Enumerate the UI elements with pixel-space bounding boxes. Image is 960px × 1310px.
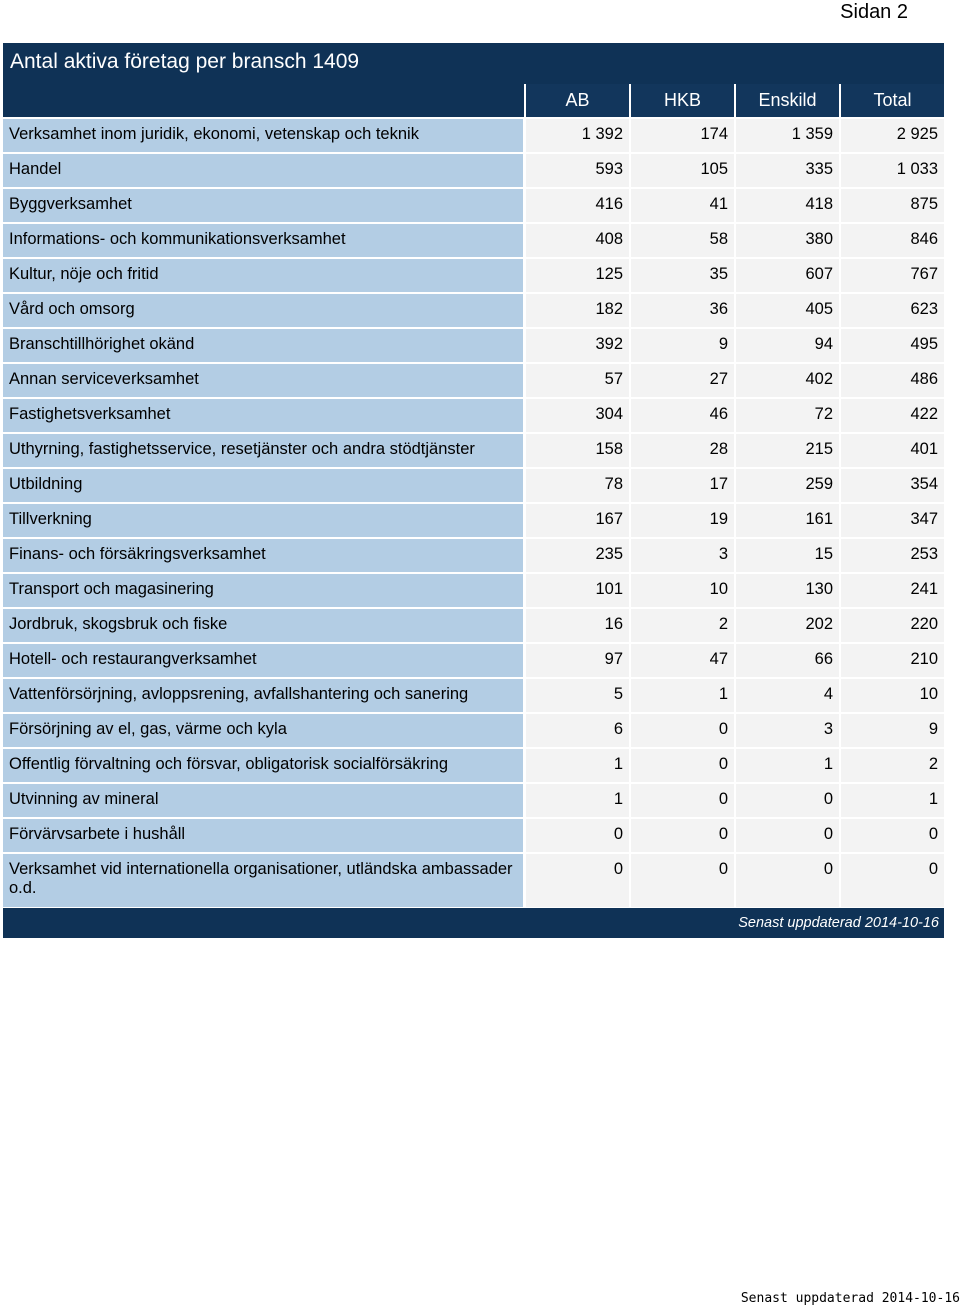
ab-value-cell: 0 (526, 854, 629, 907)
hkb-value-cell: 9 (631, 329, 734, 362)
industry-name-cell: Byggverksamhet (3, 189, 523, 222)
hkb-value-cell: 41 (631, 189, 734, 222)
total-value-cell: 354 (841, 469, 944, 502)
enskild-value-cell: 335 (736, 154, 839, 187)
table-row (3, 537, 944, 572)
table-row (3, 712, 944, 747)
table-row (3, 747, 944, 782)
total-value-cell: 0 (841, 854, 944, 907)
total-value-cell: 253 (841, 539, 944, 572)
ab-value-cell: 1 (526, 749, 629, 782)
enskild-value-cell: 130 (736, 574, 839, 607)
industry-name-cell: Vattenförsörjning, avloppsrening, avfallshantering och sanering (3, 679, 523, 712)
hkb-value-cell: 0 (631, 714, 734, 747)
hkb-value-cell: 58 (631, 224, 734, 257)
table-row (3, 432, 944, 467)
industry-name-cell: Offentlig förvaltning och försvar, obligatorisk socialförsäkring (3, 749, 523, 782)
total-value-cell: 767 (841, 259, 944, 292)
page-number-label: Sidan 2 (840, 1, 908, 23)
industry-name-cell: Jordbruk, skogsbruk och fiske (3, 609, 523, 642)
industry-name-cell: Transport och magasinering (3, 574, 523, 607)
ab-value-cell: 304 (526, 399, 629, 432)
ab-value-cell: 97 (526, 644, 629, 677)
total-value-cell: 220 (841, 609, 944, 642)
ab-value-cell: 16 (526, 609, 629, 642)
table-row (3, 362, 944, 397)
industry-name-cell: Försörjning av el, gas, värme och kyla (3, 714, 523, 747)
industry-name-cell: Utvinning av mineral (3, 784, 523, 817)
table-row (3, 292, 944, 327)
industry-name-cell: Handel (3, 154, 523, 187)
table-row (3, 607, 944, 642)
enskild-value-cell: 3 (736, 714, 839, 747)
ab-value-cell: 593 (526, 154, 629, 187)
total-value-cell: 401 (841, 434, 944, 467)
table-row (3, 642, 944, 677)
ab-value-cell: 78 (526, 469, 629, 502)
enskild-value-cell: 72 (736, 399, 839, 432)
industry-name-cell: Finans- och försäkringsverksamhet (3, 539, 523, 572)
total-value-cell: 495 (841, 329, 944, 362)
table-row (3, 572, 944, 607)
column-header-hkb: HKB (629, 84, 734, 117)
table-row (3, 327, 944, 362)
total-value-cell: 486 (841, 364, 944, 397)
total-value-cell: 1 033 (841, 154, 944, 187)
total-value-cell: 875 (841, 189, 944, 222)
hkb-value-cell: 10 (631, 574, 734, 607)
hkb-value-cell: 35 (631, 259, 734, 292)
enskild-value-cell: 0 (736, 854, 839, 907)
ab-value-cell: 235 (526, 539, 629, 572)
table-row (3, 677, 944, 712)
column-header-total: Total (839, 84, 944, 117)
total-value-cell: 1 (841, 784, 944, 817)
industry-name-cell: Vård och omsorg (3, 294, 523, 327)
total-value-cell: 210 (841, 644, 944, 677)
total-value-cell: 623 (841, 294, 944, 327)
ab-value-cell: 57 (526, 364, 629, 397)
hkb-value-cell: 174 (631, 119, 734, 152)
ab-value-cell: 0 (526, 819, 629, 852)
enskild-value-cell: 418 (736, 189, 839, 222)
industry-name-cell: Hotell- och restaurangverksamhet (3, 644, 523, 677)
ab-value-cell: 5 (526, 679, 629, 712)
ab-value-cell: 6 (526, 714, 629, 747)
industry-name-cell: Verksamhet vid internationella organisationer, utländska ambassader o.d. (3, 854, 523, 907)
table-row (3, 817, 944, 852)
enskild-value-cell: 405 (736, 294, 839, 327)
industry-name-cell: Fastighetsverksamhet (3, 399, 523, 432)
table-row (3, 502, 944, 537)
ab-value-cell: 1 392 (526, 119, 629, 152)
enskild-value-cell: 380 (736, 224, 839, 257)
table-row (3, 117, 944, 152)
enskild-value-cell: 66 (736, 644, 839, 677)
industry-name-cell: Utbildning (3, 469, 523, 502)
hkb-value-cell: 17 (631, 469, 734, 502)
total-value-cell: 10 (841, 679, 944, 712)
enskild-value-cell: 15 (736, 539, 839, 572)
hkb-value-cell: 28 (631, 434, 734, 467)
enskild-value-cell: 4 (736, 679, 839, 712)
ab-value-cell: 158 (526, 434, 629, 467)
hkb-value-cell: 36 (631, 294, 734, 327)
industry-name-cell: Uthyrning, fastighetsservice, resetjänster och andra stödtjänster (3, 434, 523, 467)
total-value-cell: 241 (841, 574, 944, 607)
table-row (3, 782, 944, 817)
table-row (3, 257, 944, 292)
hkb-value-cell: 105 (631, 154, 734, 187)
total-value-cell: 9 (841, 714, 944, 747)
ab-value-cell: 101 (526, 574, 629, 607)
total-value-cell: 2 (841, 749, 944, 782)
industry-name-cell: Förvärvsarbete i hushåll (3, 819, 523, 852)
ab-value-cell: 125 (526, 259, 629, 292)
enskild-value-cell: 202 (736, 609, 839, 642)
enskild-value-cell: 402 (736, 364, 839, 397)
enskild-value-cell: 0 (736, 784, 839, 817)
hkb-value-cell: 0 (631, 749, 734, 782)
table-row (3, 397, 944, 432)
table-footer-updated: Senast uppdaterad 2014-10-16 (3, 908, 944, 938)
hkb-value-cell: 46 (631, 399, 734, 432)
total-value-cell: 846 (841, 224, 944, 257)
industry-name-cell: Annan serviceverksamhet (3, 364, 523, 397)
hkb-value-cell: 0 (631, 819, 734, 852)
total-value-cell: 2 925 (841, 119, 944, 152)
hkb-value-cell: 1 (631, 679, 734, 712)
ab-value-cell: 392 (526, 329, 629, 362)
hkb-value-cell: 47 (631, 644, 734, 677)
hkb-value-cell: 27 (631, 364, 734, 397)
hkb-value-cell: 2 (631, 609, 734, 642)
ab-value-cell: 416 (526, 189, 629, 222)
column-header-row (3, 81, 944, 117)
ab-value-cell: 167 (526, 504, 629, 537)
industry-name-cell: Kultur, nöje och fritid (3, 259, 523, 292)
total-value-cell: 422 (841, 399, 944, 432)
page-footer-updated: Senast uppdaterad 2014-10-16 (740, 1291, 960, 1306)
enskild-value-cell: 259 (736, 469, 839, 502)
table-row (3, 152, 944, 187)
table-row (3, 852, 944, 907)
total-value-cell: 347 (841, 504, 944, 537)
column-header-enskild: Enskild (734, 84, 839, 117)
industry-name-cell: Tillverkning (3, 504, 523, 537)
industry-name-cell: Informations- och kommunikationsverksamhet (3, 224, 523, 257)
hkb-value-cell: 19 (631, 504, 734, 537)
hkb-value-cell: 3 (631, 539, 734, 572)
enskild-value-cell: 607 (736, 259, 839, 292)
enskild-value-cell: 215 (736, 434, 839, 467)
enskild-value-cell: 0 (736, 819, 839, 852)
ab-value-cell: 1 (526, 784, 629, 817)
enskild-value-cell: 1 359 (736, 119, 839, 152)
table-row (3, 222, 944, 257)
industry-name-cell: Branschtillhörighet okänd (3, 329, 523, 362)
ab-value-cell: 408 (526, 224, 629, 257)
enskild-value-cell: 94 (736, 329, 839, 362)
table-row (3, 187, 944, 222)
industry-name-cell: Verksamhet inom juridik, ekonomi, vetenskap och teknik (3, 119, 523, 152)
hkb-value-cell: 0 (631, 784, 734, 817)
enskild-value-cell: 1 (736, 749, 839, 782)
table-title: Antal aktiva företag per bransch 1409 (3, 43, 944, 81)
enskild-value-cell: 161 (736, 504, 839, 537)
industry-table (3, 117, 944, 907)
total-value-cell: 0 (841, 819, 944, 852)
column-header-ab: AB (524, 84, 629, 117)
table-row (3, 467, 944, 502)
hkb-value-cell: 0 (631, 854, 734, 907)
ab-value-cell: 182 (526, 294, 629, 327)
